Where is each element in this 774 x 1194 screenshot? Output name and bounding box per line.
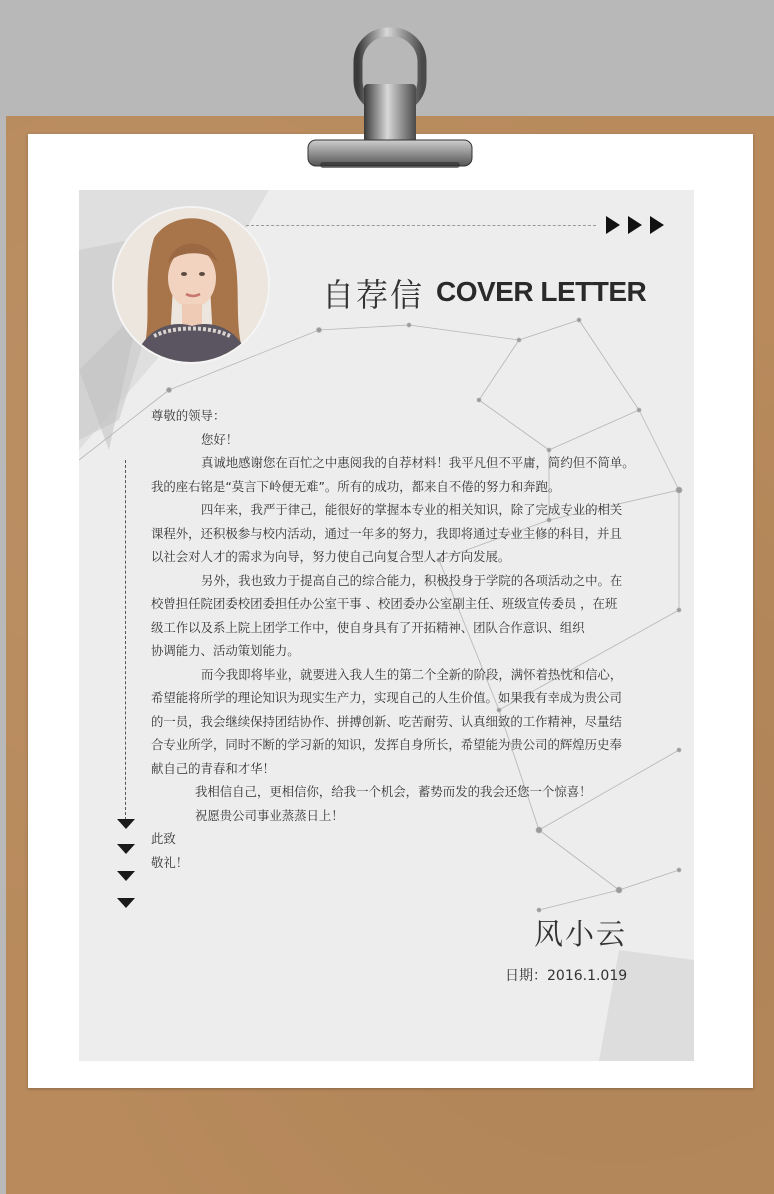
signature: 风小云 bbox=[534, 917, 628, 951]
triangle-down-icon bbox=[117, 871, 135, 881]
paragraph-line: 校曾担任院团委校团委担任办公室干事 、校团委办公室副主任、班级宣传委员 ，在班 bbox=[151, 596, 618, 611]
paragraph-line: 四年来，我严于律己，能很好的掌握本专业的相关知识，除了完成专业的相关 bbox=[201, 502, 623, 517]
paragraph-line: 级工作以及系上院上团学工作中，使自身具有了开拓精神、团队合作意识、组织 bbox=[151, 619, 585, 635]
portrait-photo bbox=[112, 206, 270, 364]
triangle-down-icon bbox=[117, 819, 135, 829]
title-english: COVER LETTER bbox=[436, 276, 647, 307]
date: 日期：2016.1.019 bbox=[505, 968, 628, 984]
paragraph-line: 以社会对人才的需求为向导，努力使自己向复合型人才方向发展。 bbox=[151, 549, 511, 564]
paragraph-line: 我相信自己，更相信你，给我一个机会，蓄势而发的我会还您一个惊喜！ bbox=[195, 784, 592, 799]
greeting: 您好！ bbox=[201, 431, 239, 447]
letter-body bbox=[151, 404, 635, 874]
paragraph-line: 祝愿贵公司事业蒸蒸日上！ bbox=[195, 807, 344, 823]
paragraph-line: 我的座右铭是“莫言下岭便无难”。所有的成功，都来自不倦的努力和奔跑。 bbox=[151, 478, 561, 494]
paragraph-line: 真诚地感谢您在百忙之中惠阅我的自荐材料！我平凡但不平庸，简约但不简单。 bbox=[201, 455, 635, 470]
salutation: 尊敬的领导： bbox=[151, 408, 226, 423]
triangle-down-icon bbox=[117, 844, 135, 854]
paragraph-line: 课程外，还积极参与校内活动，通过一年多的努力，我即将通过专业主修的科目，并且 bbox=[151, 525, 622, 541]
header-dashed-line bbox=[246, 225, 596, 226]
timeline-dashed-line bbox=[125, 460, 126, 820]
triangle-down-icon bbox=[117, 898, 135, 908]
paragraph-line: 的一员，我会继续保持团结协作、拼搏创新、吃苦耐劳、认真细致的工作精神，尽量结 bbox=[151, 713, 622, 729]
arrow-right-icon bbox=[604, 214, 668, 236]
closing-line: 敬礼！ bbox=[151, 854, 189, 870]
paragraph-line: 另外，我也致力于提高自己的综合能力，积极投身于学院的各项活动之中。在 bbox=[201, 572, 623, 588]
title-chinese: 自荐信 bbox=[322, 276, 425, 314]
paragraph-line: 希望能将所学的理论知识为现实生产力，实现自己的人生价值。如果我有幸成为贵公司 bbox=[151, 690, 622, 705]
closing-line: 此致 bbox=[151, 831, 176, 846]
paragraph-line: 而今我即将毕业，就要进入我人生的第二个全新的阶段，满怀着热忱和信心， bbox=[201, 666, 623, 682]
binder-clip-icon bbox=[300, 24, 480, 184]
paragraph-line: 合专业所学，同时不断的学习新的知识，发挥自身所长，希望能为贵公司的辉煌历史奉 bbox=[151, 737, 622, 752]
paragraph-line: 协调能力、活动策划能力。 bbox=[151, 643, 300, 658]
paragraph-line: 献自己的青春和才华！ bbox=[151, 760, 275, 776]
